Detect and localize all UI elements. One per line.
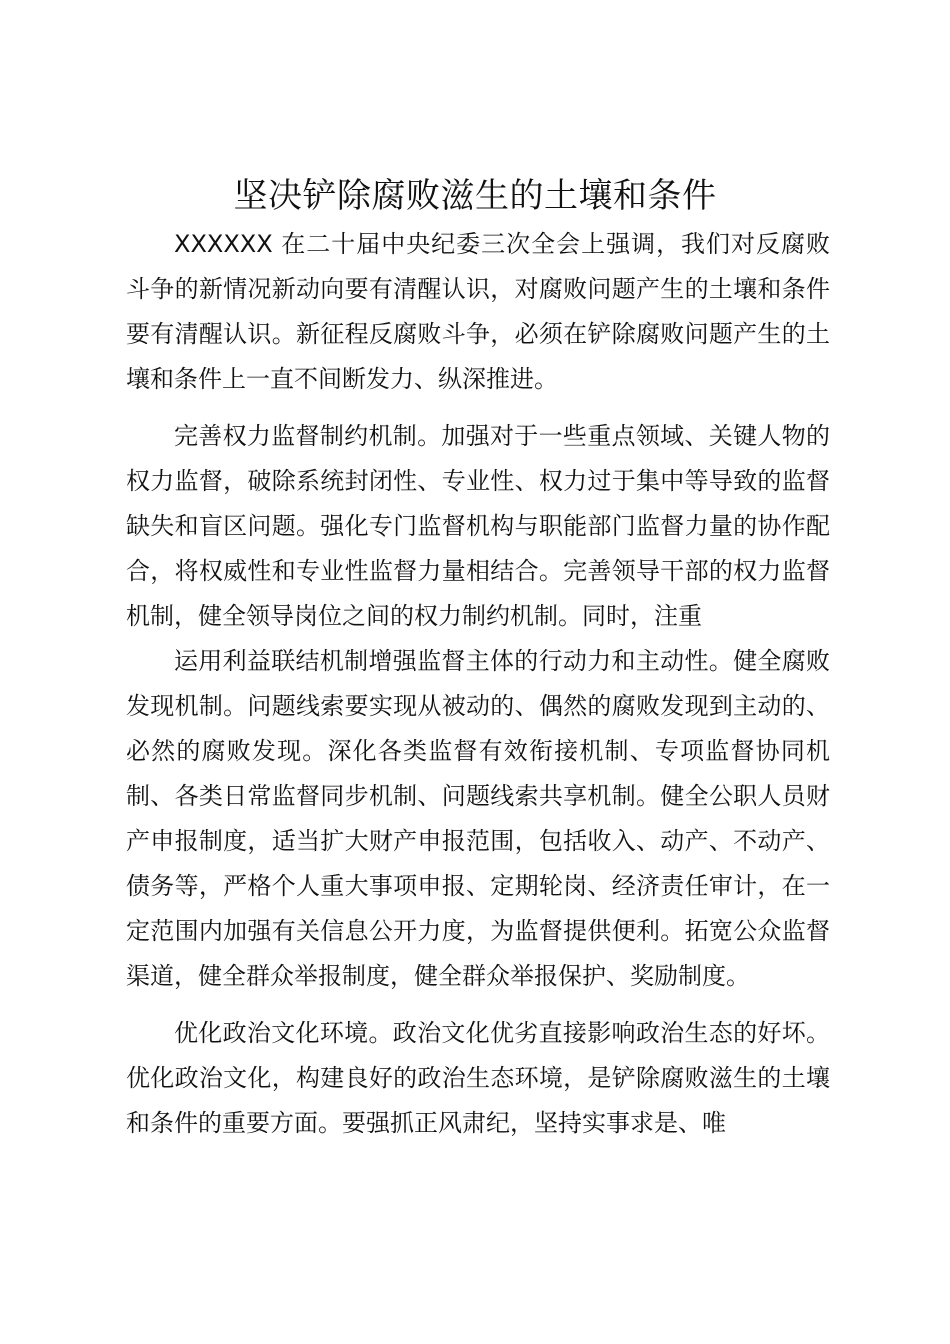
paragraph-power-supervision: 完善权力监督制约机制。加强对于一些重点领域、关键人物的权力监督，破除系统封闭性、专业性、权力过于集中等导致的监督缺失和盲区问题。强化专门监督机构与职能部门监督力量的协作配合，将权威性和专业性监督力量相结合。完善领导干部的权力监督机制，健全领导岗位之间的权力制约机制。同时，注重 <box>126 422 830 630</box>
paragraph-intro: XXXXXX 在二十届中央纪委三次全会上强调，我们对反腐败斗争的新情况新动向要有清醒认识，对腐败问题产生的土壤和条件要有清醒认识。新征程反腐败斗争，必须在铲除腐败问题产生的土壤和条件上一直不间断发力、纵深推进。 <box>126 230 830 393</box>
paragraph-corruption-detection: 运用利益联结机制增强监督主体的行动力和主动性。健全腐败发现机制。问题线索要实现从被动的、偶然的腐败发现到主动的、必然的腐败发现。深化各类监督有效衔接机制、专项监督协同机制、各类日常监督同步机制、问题线索共享机制。健全公职人员财产申报制度，适当扩大财产申报范围，包括收入、动产、不动产、债务等，严格个人重大事项申报、定期轮岗、经济责任审计，在一定范围内加强有关信息公开力度，为监督提供便利。拓宽公众监督渠道，健全群众举报制度，健全群众举报保护、奖励制度。 <box>126 647 830 990</box>
paragraph-political-culture: 优化政治文化环境。政治文化优劣直接影响政治生态的好坏。优化政治文化，构建良好的政治生态环境，是铲除腐败滋生的土壤和条件的重要方面。要强抓正风肃纪，坚持实事求是、唯 <box>126 1019 830 1137</box>
document-title: 坚决铲除腐败滋生的土壤和条件 <box>233 176 717 216</box>
document-body <box>126 222 830 1146</box>
paragraph-spacer <box>126 402 830 414</box>
paragraph-spacer <box>126 999 830 1011</box>
